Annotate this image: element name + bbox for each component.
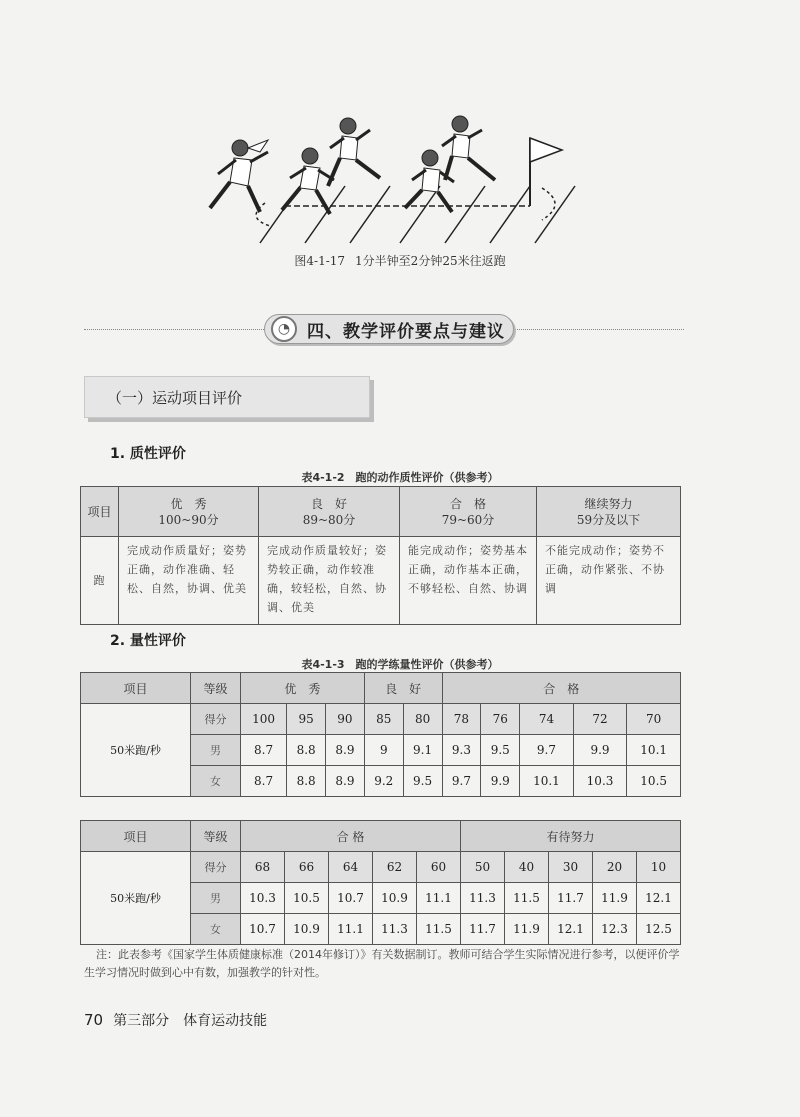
t1-score: 80 xyxy=(403,704,442,735)
t2-male-label: 男 xyxy=(191,883,241,914)
row-item: 跑 xyxy=(81,537,119,625)
t2-score-row xyxy=(81,852,681,883)
t1-score-label: 得分 xyxy=(191,704,241,735)
table-note: 注：此表参考《国家学生体质健康标准（2014年修订）》有关数据制订。教师可结合学生实际情况进行参考，以便评价学生学习情况时做到心中有数，加强教学的针对性。 xyxy=(84,948,680,979)
page-footer xyxy=(84,1010,267,1030)
t1-header-good: 良 好 xyxy=(364,673,442,704)
t1-male-value: 9.3 xyxy=(442,735,481,766)
header-effort xyxy=(537,487,681,537)
t2-male-value: 11.1 xyxy=(417,883,461,914)
quantity-table-caption: 表4-1-3 跑的学练量性评价（供参考） xyxy=(301,658,499,671)
t1-score-row xyxy=(81,704,681,735)
t2-header-grade: 等级 xyxy=(191,821,241,852)
t1-female-value: 10.5 xyxy=(627,766,681,797)
quantity-heading: 2. 量性评价 xyxy=(110,633,186,649)
figure-caption-text: 1分半钟至2分钟25米往返跑 xyxy=(355,254,506,268)
t2-female-value: 11.7 xyxy=(461,914,505,945)
t2-male-value: 11.5 xyxy=(505,883,549,914)
subsection-heading: （一）运动项目评价 xyxy=(84,376,370,418)
t2-score: 10 xyxy=(637,852,681,883)
t1-score: 74 xyxy=(520,704,574,735)
quantity-table-2 xyxy=(80,820,681,945)
t2-male-value: 10.7 xyxy=(329,883,373,914)
t2-score: 68 xyxy=(241,852,285,883)
t1-male-value: 8.8 xyxy=(287,735,326,766)
header-effort-name: 继续努力 xyxy=(584,496,633,511)
cell-effort: 不能完成动作；姿势不正确，动作紧张、不协调 xyxy=(537,537,681,625)
t2-score: 66 xyxy=(285,852,329,883)
header-item: 项目 xyxy=(81,487,119,537)
t2-score: 20 xyxy=(593,852,637,883)
t1-male-label: 男 xyxy=(191,735,241,766)
t1-female-value: 8.9 xyxy=(326,766,365,797)
page-number: 70 xyxy=(84,1011,104,1029)
header-pass-name: 合 格 xyxy=(449,496,486,511)
section-heading xyxy=(264,314,514,344)
t2-score: 62 xyxy=(373,852,417,883)
t2-male-value: 11.3 xyxy=(461,883,505,914)
t2-male-value: 12.1 xyxy=(637,883,681,914)
header-pass xyxy=(400,487,537,537)
t2-female-value: 11.5 xyxy=(417,914,461,945)
t1-header-grade: 等级 xyxy=(191,673,241,704)
t2-female-value: 12.5 xyxy=(637,914,681,945)
figure-number: 图4-1-17 xyxy=(294,254,346,268)
t1-female-value: 8.8 xyxy=(287,766,326,797)
t1-female-value: 8.7 xyxy=(241,766,287,797)
t2-male-value: 10.3 xyxy=(241,883,285,914)
shuttle-run-drawing xyxy=(190,108,590,248)
t1-header-row xyxy=(81,673,681,704)
t2-male-value: 11.9 xyxy=(593,883,637,914)
quality-table-caption: 表4-1-2 跑的动作质性评价（供参考） xyxy=(301,471,499,484)
t1-female-value: 9.7 xyxy=(442,766,481,797)
t2-female-value: 11.9 xyxy=(505,914,549,945)
t1-female-value: 10.1 xyxy=(520,766,574,797)
cell-excellent: 完成动作质量好；姿势正确，动作准确、轻松、自然，协调、优美 xyxy=(119,537,259,625)
header-good-range: 89~80分 xyxy=(302,512,356,527)
figure-caption xyxy=(0,252,800,269)
t1-male-value: 9.5 xyxy=(481,735,520,766)
quality-table xyxy=(80,486,681,625)
t1-male-value: 9 xyxy=(364,735,403,766)
t1-male-value: 8.9 xyxy=(326,735,365,766)
t2-score: 30 xyxy=(549,852,593,883)
t1-header-pass: 合 格 xyxy=(442,673,680,704)
t2-item-label: 50米跑/秒 xyxy=(81,852,191,945)
t1-score: 72 xyxy=(573,704,627,735)
t1-score: 76 xyxy=(481,704,520,735)
section-heading-text: 四、教学评价要点与建议 xyxy=(307,321,505,342)
t1-score: 95 xyxy=(287,704,326,735)
t1-header-excellent: 优 秀 xyxy=(241,673,365,704)
cell-pass: 能完成动作；姿势基本正确，动作基本正确，不够轻松、自然、协调 xyxy=(400,537,537,625)
t2-header-item: 项目 xyxy=(81,821,191,852)
t1-score: 90 xyxy=(326,704,365,735)
header-excellent-range: 100~90分 xyxy=(158,512,219,527)
t1-male-value: 9.9 xyxy=(573,735,627,766)
t1-male-value: 10.1 xyxy=(627,735,681,766)
t2-score: 50 xyxy=(461,852,505,883)
t2-score: 40 xyxy=(505,852,549,883)
t1-female-value: 9.9 xyxy=(481,766,520,797)
t1-score: 85 xyxy=(364,704,403,735)
t2-female-value: 10.7 xyxy=(241,914,285,945)
t2-male-value: 10.5 xyxy=(285,883,329,914)
header-effort-range: 59分及以下 xyxy=(576,512,641,527)
t2-female-value: 10.9 xyxy=(285,914,329,945)
t1-female-value: 10.3 xyxy=(573,766,627,797)
t1-male-value: 9.7 xyxy=(520,735,574,766)
t2-score: 64 xyxy=(329,852,373,883)
t1-header-item: 项目 xyxy=(81,673,191,704)
footer-text: 第三部分 体育运动技能 xyxy=(113,1013,268,1029)
t2-header-row xyxy=(81,821,681,852)
t1-female-value: 9.5 xyxy=(403,766,442,797)
t2-male-value: 10.9 xyxy=(373,883,417,914)
t2-header-effort: 有待努力 xyxy=(461,821,681,852)
t2-score-label: 得分 xyxy=(191,852,241,883)
t2-female-value: 12.3 xyxy=(593,914,637,945)
quality-row-run xyxy=(81,537,681,625)
t1-male-value: 9.1 xyxy=(403,735,442,766)
t1-female-value: 9.2 xyxy=(364,766,403,797)
running-illustration xyxy=(190,108,590,248)
t2-male-value: 11.7 xyxy=(549,883,593,914)
t1-score: 100 xyxy=(241,704,287,735)
header-pass-range: 79~60分 xyxy=(441,512,495,527)
t2-female-value: 11.1 xyxy=(329,914,373,945)
header-excellent-name: 优 秀 xyxy=(170,496,207,511)
t1-female-label: 女 xyxy=(191,766,241,797)
header-good-name: 良 好 xyxy=(310,496,347,511)
cell-good: 完成动作质量较好；姿势较正确，动作较准确，较轻松，自然、协调、优美 xyxy=(259,537,400,625)
t1-item-label: 50米跑/秒 xyxy=(81,704,191,797)
t1-score: 78 xyxy=(442,704,481,735)
header-excellent xyxy=(119,487,259,537)
header-good xyxy=(259,487,400,537)
section-badge-icon: ◔ xyxy=(271,316,297,342)
t1-male-value: 8.7 xyxy=(241,735,287,766)
t2-header-pass: 合 格 xyxy=(241,821,461,852)
t2-female-label: 女 xyxy=(191,914,241,945)
quality-header-row xyxy=(81,487,681,537)
quality-heading: 1. 质性评价 xyxy=(110,446,186,462)
t2-female-value: 11.3 xyxy=(373,914,417,945)
t2-female-value: 12.1 xyxy=(549,914,593,945)
t1-score: 70 xyxy=(627,704,681,735)
t2-score: 60 xyxy=(417,852,461,883)
quantity-table-1 xyxy=(80,672,681,797)
